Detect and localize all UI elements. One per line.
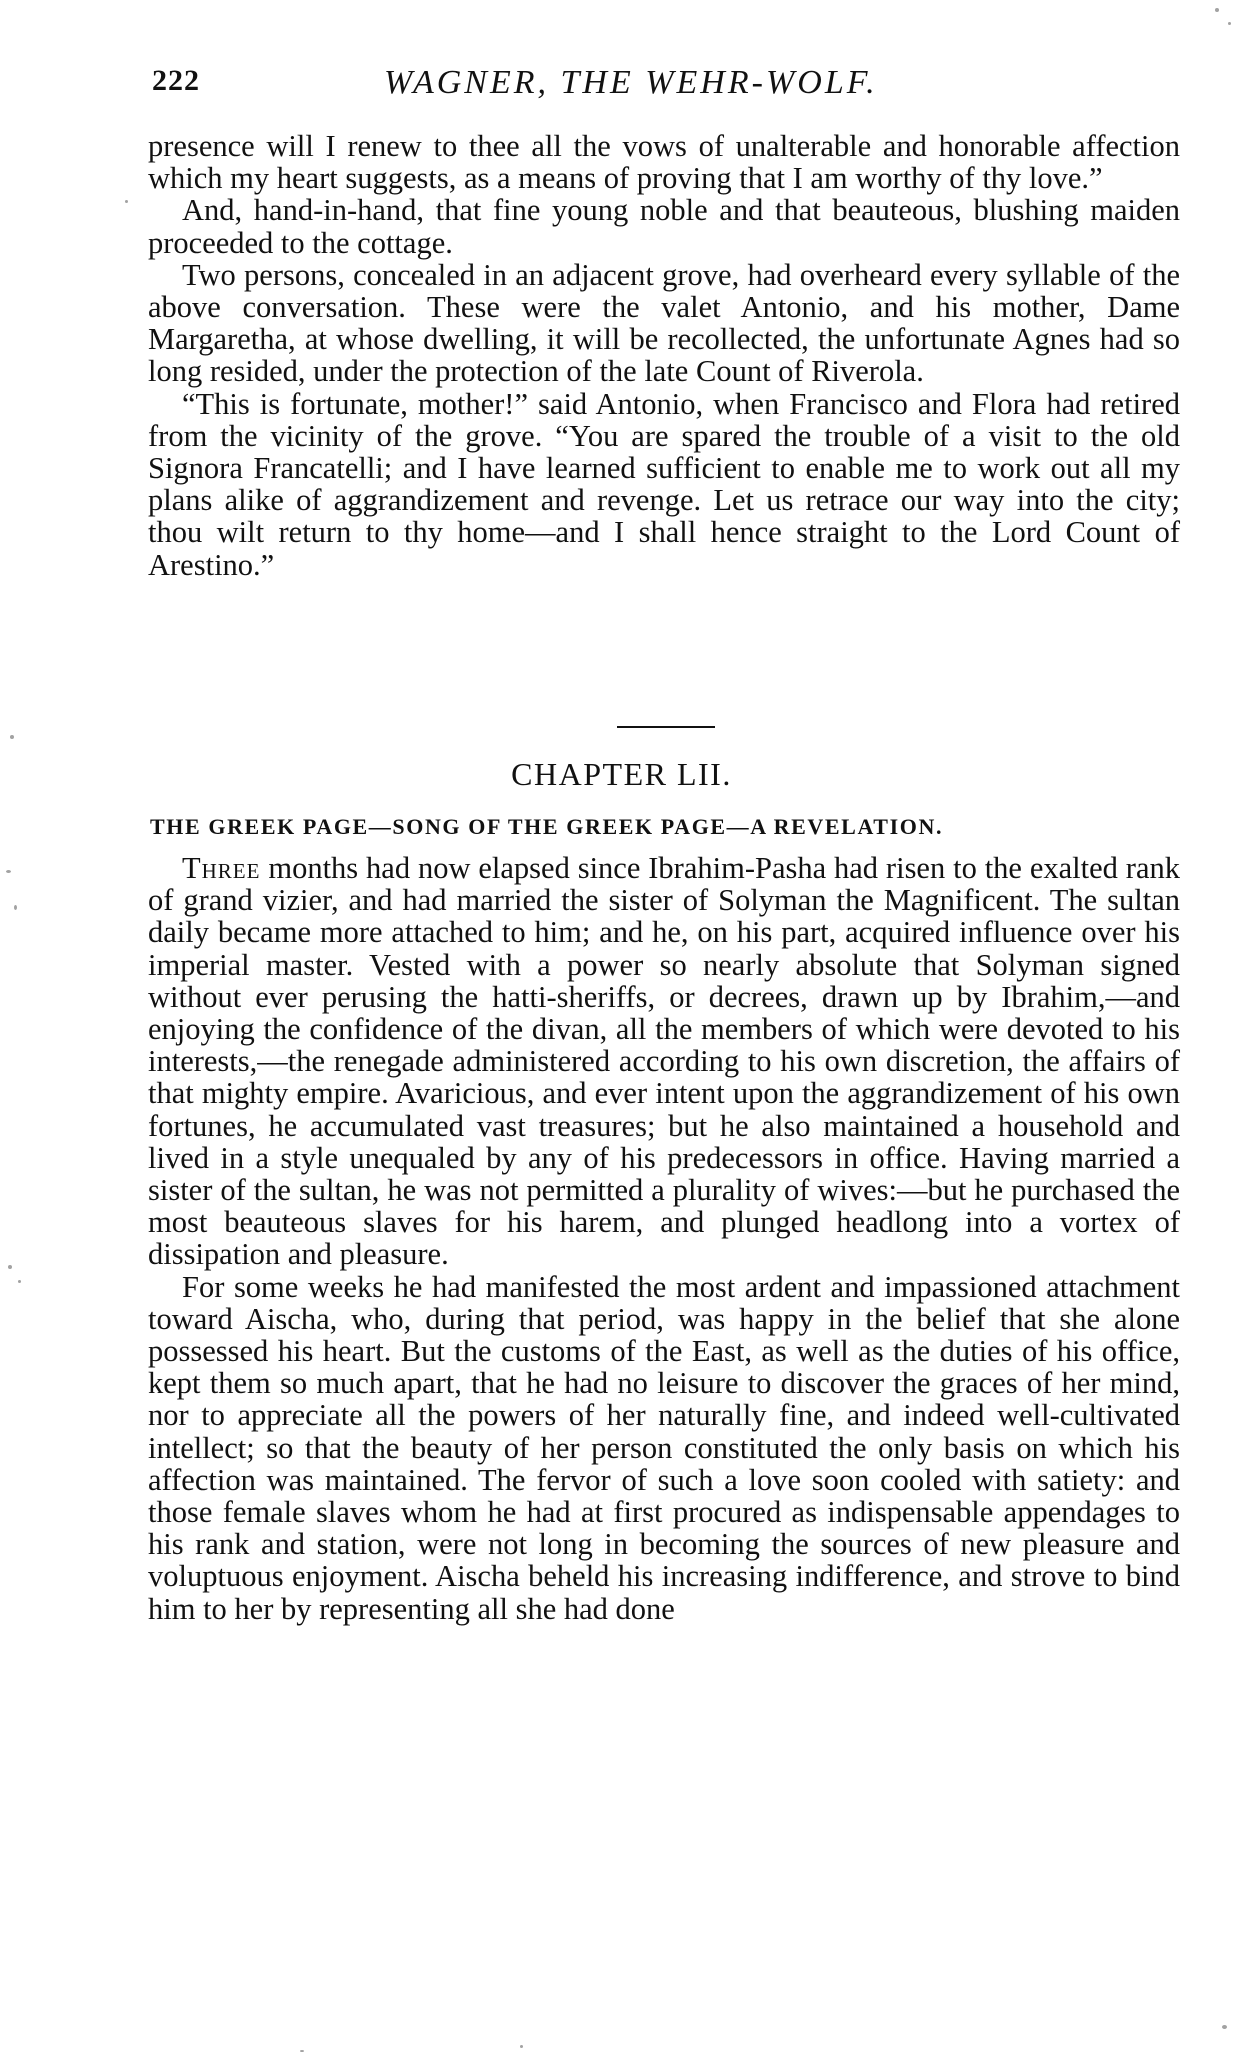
scan-speck [14, 905, 17, 910]
paragraph-text: months had now elapsed since Ibrahim-Pasha had risen to the exalted rank of grand vizier, and had married the sister of Solyman the Magnificent. The sultan daily became more attached to him; and he, on his part, acquired influence over his imperial master. Vested with a power so nearly absolute that Solyman signed without ever perusing the hatti-sheriffs, or decrees, drawn up by Ibrahim,—and enjoying the confidence of the divan, all the members of which were devoted to his interests,—the renegade administered according to his own discretion, the affairs of that mighty empire. Avaricious, and ever intent upon the aggrandizement of his own fortunes, he accumulated vast treasures; but he also maintained a household and lived in a style unequaled by any of his predecessors in office. Having married a sister of the sultan, he was not permitted a plurality of wives:—but he purchased the most beauteous slaves for his harem, and plunged headlong into a vortex of dissipation and pleasure. [148, 851, 1180, 1272]
scan-speck [1222, 2025, 1227, 2029]
scan-speck [6, 870, 11, 873]
section-divider [617, 726, 715, 728]
running-head: WAGNER, THE WEHR-WOLF. [384, 64, 878, 101]
page-number: 222 [152, 64, 200, 97]
bottom-text-block [148, 852, 1180, 1625]
paragraph-lead-word: Three [182, 851, 261, 885]
paragraph: presence will I renew to thee all the vows of unalterable and honorable affection which my heart suggests, as a means of proving that I am worthy of thy love.” [148, 129, 1180, 196]
chapter-title: CHAPTER LII. [511, 756, 732, 792]
scan-speck [300, 2050, 304, 2052]
paragraph [148, 852, 1180, 1271]
page-header [152, 64, 1172, 112]
scan-speck [18, 1280, 21, 1283]
paragraph-text: For some weeks he had manifested the most ardent and impassioned attachment toward Aischa, who, during that period, was happy in the belief that she alone possessed his heart. But the customs of the East, as well as the duties of his office, kept them so much apart, that he had no leisure to discover the graces of her mind, nor to appreciate all the powers of her naturally fine, and indeed well-cultivated intellect; so that the beauty of her person constituted the only basis on which his affection was maintained. The fervor of such a love soon cooled with satiety: and those female slaves whom he had at first procured as indispensable appendages to his rank and station, were not long in becoming the sources of new pleasure and voluptuous enjoyment. Aischa beheld his increasing indifference, and strove to bind him to her by representing all she had done [148, 1269, 1180, 1626]
paragraph: And, hand-in-hand, that fine young noble and that beauteous, blushing maiden proceeded to the cottage. [148, 193, 1180, 260]
scan-speck [10, 735, 14, 739]
paragraph: “This is fortunate, mother!” said Antonio, when Francisco and Flora had retired from the vicinity of the grove. “You are spared the trouble of a visit to the old Signora Francatelli; and I have learned sufficient to enable me to work out all my plans alike of aggrandizement and revenge. Let us retrace our way into the city; thou wilt return to thy home—and I shall hence straight to the Lord Count of Arestino.” [148, 386, 1180, 582]
scan-speck [8, 1265, 12, 1269]
scan-speck [1215, 8, 1219, 12]
paragraph: Two persons, concealed in an adjacent grove, had overheard every syllable of the above conversation. These were the valet Antonio, and his mother, Dame Margaretha, at whose dwelling, it will be recollected, the unfortunate Agnes had so long resided, under the protection of the late Count of Riverola. [148, 257, 1180, 389]
scan-speck [1228, 22, 1231, 25]
scan-speck [520, 2045, 523, 2048]
chapter-subtitle: THE GREEK PAGE—SONG OF THE GREEK PAGE—A REVELATION. [150, 814, 944, 839]
paragraph [148, 1271, 1180, 1625]
scan-speck [125, 200, 128, 203]
top-text-block [148, 130, 1180, 581]
